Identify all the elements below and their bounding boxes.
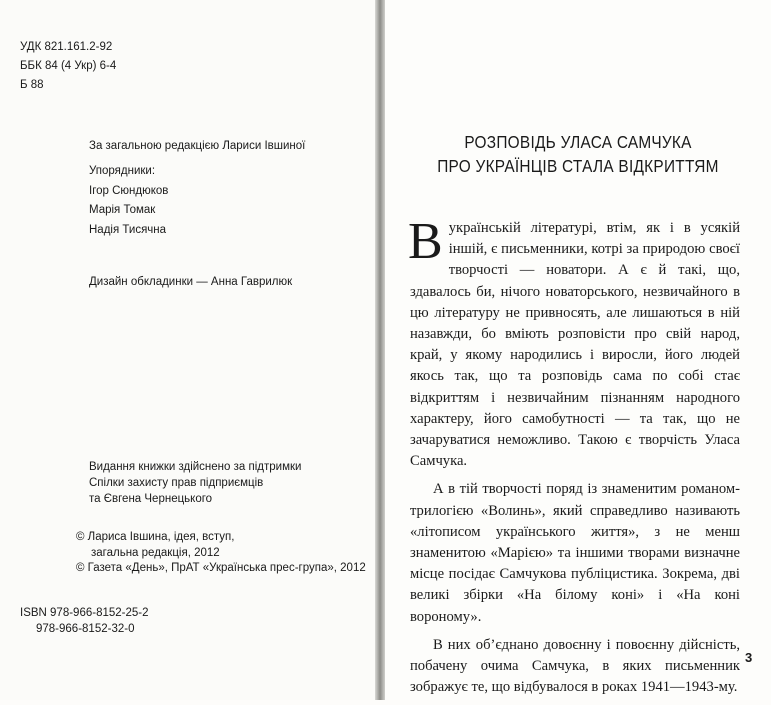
copyright-line: © Газета «День», ПрАТ «Українська прес-група», 2012 [76,562,366,574]
compilers-label: Упорядники: [89,165,156,177]
support-credit: Видання книжки здійснено за підтримки Спілки захисту прав підприємців та Євгена Чернецького [89,461,302,505]
paragraph-1: В українській літературі, втім, як і в усякій іншій, є письменники, котрі за природою своєї творчості — новатори. А є й такі, що, здавалось би, нічого новаторського, незвичайного в цю літературу не привносять, але лишаються в ній назавжди, бо вміють розповісти про свій народ, край, у якому народились і виросли, його людей якось так, що та розповідь сама по собі стає відкриттям і незвичайним пізнанням народного характеру, його самобутності — та так, що не зачаруватися неможливо. Такою є творчість Уласа Самчука. [408,213,740,470]
compilers-block [89,162,168,240]
compiler-name: Марія Томак [89,204,156,216]
author-mark: Б 88 [20,79,44,91]
catalog-codes [20,38,116,95]
isbn-block [20,605,149,637]
udc-code: УДК 821.161.2-92 [20,41,113,53]
isbn-line: 978-966-8152-32-0 [36,623,135,635]
copyright-block [76,530,366,577]
chapter-body [408,213,740,705]
book-gutter [375,0,385,700]
drop-cap: В [408,213,443,270]
chapter-title: РОЗПОВІДЬ УЛАСА САМЧУКА ПРО УКРАЇНЦІВ СТАЛА ВІДКРИТТЯМ [437,132,719,176]
compiler-name: Надія Тисячна [89,223,167,236]
paragraph-3: В них об’єднано довоєнну і повоєнну дійсність, побачену очима Самчука, в яких письменник зображує те, що відбувалося в роках 1941—1943-му. [410,636,740,696]
editor-line: За загальною редакцією Лариси Івшиної [89,140,306,152]
page-number: 3 [745,650,753,665]
copyright-line: © Лариса Івшина, ідея, вступ, [76,531,235,543]
left-page [0,0,375,700]
isbn-line: ISBN 978-966-8152-25-2 [20,607,149,619]
compiler-name: Ігор Сюндюков [89,184,169,197]
bbk-code: ББК 84 (4 Укр) 6-4 [20,60,117,72]
copyright-line: загальна редакція, 2012 [91,546,220,559]
cover-design-credit: Дизайн обкладинки — Анна Гаврилюк [89,276,293,288]
paragraph-2: А в тій творчості поряд із знаменитим романом-трилогією «Волинь», який справедливо називають «літописом українського життя», з не менш знаменитою «Марією» та іншими творами визначне місце посідає Самчукова публіцистика. Зокрема, дві великі збірки «На білому коні» і «На коні вороному». [410,481,740,625]
